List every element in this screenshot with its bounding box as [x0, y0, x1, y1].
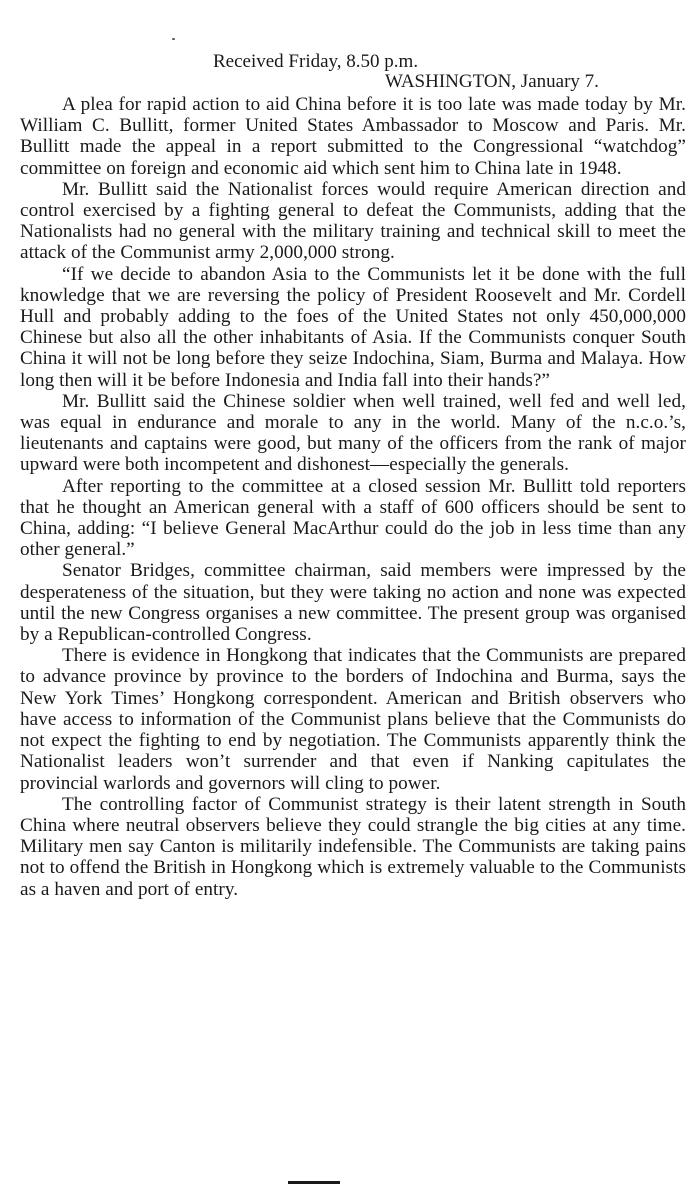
paragraph-senator-bridges: Senator Bridges, committee chairman, said members were impressed by the desperateness of the situation, but they were taking no action and none was expected until the new Congress organises a new committee. The present group was organised by a Republican-controlled Congress.: [20, 560, 686, 646]
paragraph-quote-asia: “If we decide to abandon Asia to the Communists let it be done with the full knowledge that we are reversing the policy of President Roosevelt and Mr. Cordell Hull and probably adding to the foes of the United States not only 450,000,000 Chinese but also all the other inhabitants of Asia. If the Communists conquer South China it will not be long before they seize Indochina, Siam, Burma and Malaya. How long then will it be before Indonesia and India fall into their hands?”: [20, 263, 686, 391]
dateline-location: WASHINGTON, January 7.: [385, 71, 599, 92]
article-body: [20, 94, 686, 900]
paragraph-committee-report: After reporting to the committee at a closed session Mr. Bullitt told reporters that he thought an American general with a staff of 600 officers should be sent to China, adding: “I believe General MacArthur could do the job in less time than any other general.”: [20, 475, 686, 561]
paragraph-hongkong-evidence: There is evidence in Hongkong that indicates that the Communists are prepared to advance province by province to the borders of Indochina and Burma, says the New York Times’ Hongkong correspondent. American and British observers who have access to information of the Communist plans believe that the Communists do not expect the fighting to end by negotiation. The Communists apparently think the Nationalist leaders won’t surrender and that even if Nanking capitulates the provincial warlords and governors will cling to power.: [20, 645, 686, 794]
paragraph-plea: A plea for rapid action to aid China before it is too late was made today by Mr. William C. Bullitt, former United States Ambassador to Moscow and Paris. Mr. Bullitt made the appeal in a report submitted to the Congressional “watchdog” committee on foreign and economic aid which sent him to China late in 1948.: [20, 94, 686, 179]
received-time: Received Friday, 8.50 p.m.: [213, 51, 419, 72]
paragraph-nationalist-forces: Mr. Bullitt said the Nationalist forces would require American direction and control exercised by a fighting general to defeat the Communists, adding that the Nationalists had no general with the military training and technical skill to meet the attack of the Communist army 2,000,000 strong.: [20, 178, 686, 264]
end-rule: [288, 1181, 340, 1184]
print-speck: [172, 38, 175, 40]
paragraph-chinese-soldier: Mr. Bullitt said the Chinese soldier when well trained, well fed and well led, was equal in endurance and morale to any in the world. Many of the n.c.o.’s, lieutenants and captains were good, but many of the officers from the rank of major upward were both incompetent and dishonest—especially the generals.: [20, 390, 686, 476]
paragraph-communist-strategy: The controlling factor of Communist strategy is their latent strength in South China where neutral observers believe they could strangle the big cities at any time. Military men say Canton is militarily indefensible. The Communists are taking pains not to offend the British in Hongkong which is extremely valuable to the Communists as a haven and port of entry.: [20, 793, 686, 900]
